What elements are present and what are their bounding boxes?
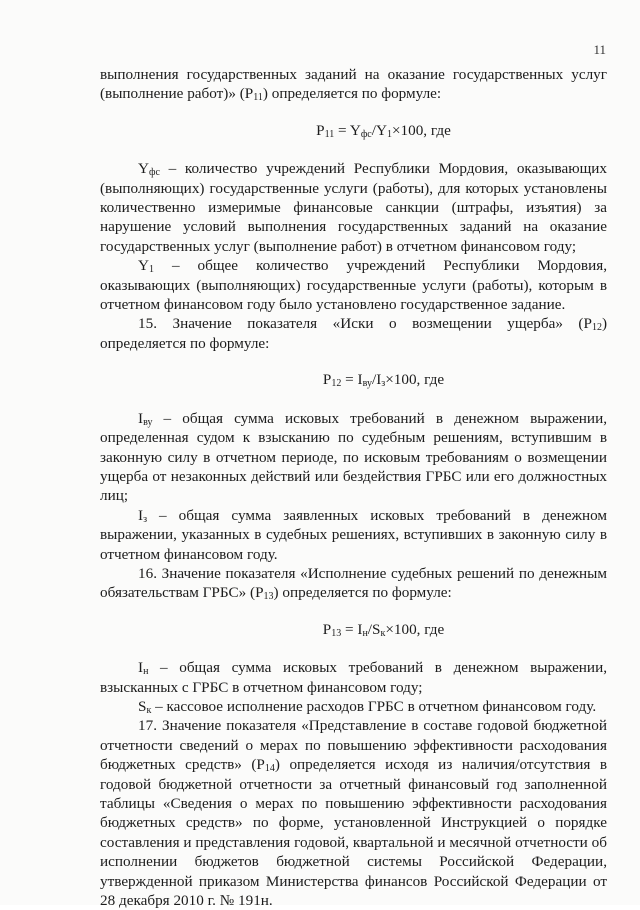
- text-line: таблицы «Сведения о мерах по повышению эффективности расходования: [100, 795, 607, 812]
- text-line: 15. Значение показателя «Иски о возмещении ущерба» $(P_{12})$: [138, 315, 607, 334]
- page-number: 11: [593, 42, 606, 57]
- text-line: $Y_1$ – общее количество учреждений Республики Мордовия,: [138, 257, 607, 276]
- text-line: отчетном финансовом году.: [100, 545, 278, 563]
- text-line: отчетности сведений о мерах по повышению эффективности расходования: [100, 736, 607, 754]
- text-line: выполнения государственных заданий на оказание государственных услуг: [100, 66, 607, 83]
- text-line: составления и представления годовой, квартальной и месячной отчетности об: [100, 833, 607, 851]
- text-line: $I_{ву}$ – общая сумма исковых требований в денежном выражении,: [138, 409, 607, 428]
- text-line: годовой бюджетной отчетности за отчетный финансовый год заполненной: [100, 775, 607, 793]
- text-line: 17. Значение показателя «Представление в составе годовой бюджетной: [138, 717, 607, 735]
- text-line: нарушение условий выполнения государственных заданий на оказание: [100, 218, 607, 236]
- definition-yfs: [100, 159, 607, 256]
- text-line: исполнении бюджетов бюджетной системы Российской Федерации,: [100, 853, 607, 871]
- text-line: законную силу в отчетном периоде, по исковым требованиям о возмещении: [100, 448, 607, 466]
- formula-p11: $P_{11} = Y_{фс}/Y_1\times 100$, где: [316, 121, 451, 140]
- text-line: $I_н$ – общая сумма исковых требований в денежном выражении,: [138, 659, 607, 678]
- text-line: количественно измеримые финансовые санкции (штрафы, изъятия) за: [100, 199, 607, 217]
- text-line: ущерба от незаконных действий или бездействия ГРБС или его должностных: [100, 467, 607, 485]
- paragraph-15: [100, 314, 607, 353]
- text-line: взысканных с ГРБС в отчетном финансовом году;: [100, 678, 423, 696]
- text-line: утвержденной приказом Министерства финансов Российской Федерации от: [100, 872, 607, 890]
- definition-sk: [100, 697, 607, 716]
- definition-y1: [100, 256, 607, 314]
- text-line: $Y_{фс}$ – количество учреждений Республики Мордовия, оказывающих: [138, 160, 607, 179]
- document-body: [100, 65, 607, 910]
- text-line: (выполнение работ)» $(P_{11})$ определяется по формуле:: [100, 85, 442, 104]
- text-line: отчетном финансовом году было установлено государственное задание.: [100, 296, 566, 314]
- paragraph-17: [100, 716, 607, 910]
- formula-p13: $P_{13} = I_н/S_к\times 100$, где: [322, 620, 445, 639]
- paragraph-intro: [100, 65, 607, 104]
- text-line: выражении, указанных в судебных решениях, вступивших в законную силу в: [100, 526, 607, 544]
- text-line: определенная судом к взысканию по судебным решениям, вступившим в: [100, 429, 607, 447]
- text-line: обязательствам ГРБС» $(P_{13})$ определяется по формуле:: [100, 584, 452, 603]
- text-line: (выполняющих) государственные услуги (работы), для которых установлены: [100, 179, 607, 197]
- text-line: определяется по формуле:: [100, 334, 270, 352]
- text-line: бюджетных средств» $(P_{14})$ определяется исходя из наличия/отсутствия в: [100, 756, 608, 775]
- formula-p12: $P_{12} = I_{ву}/I_з\times 100$, где: [322, 371, 445, 390]
- text-line: $I_з$ – общая сумма заявленных исковых требований в денежном: [138, 506, 607, 525]
- text-line: оказывающих (выполняющих) государственные услуги (работы), которым в: [100, 276, 607, 294]
- definition-iz: [100, 506, 607, 564]
- definition-in: [100, 658, 607, 697]
- text-line: 28 декабря 2010 г. № 191н.: [100, 892, 273, 910]
- text-line: лиц;: [100, 487, 129, 505]
- text-line: бюджетных средств» по форме, установленной Инструкцией о порядке: [100, 814, 607, 832]
- text-line: $S_к$ – кассовое исполнение расходов ГРБС в отчетном финансовом году.: [138, 697, 597, 716]
- definition-ivu: [100, 409, 607, 506]
- text-line: 16. Значение показателя «Исполнение судебных решений по денежным: [138, 564, 607, 582]
- text-line: государственных услуг (выполнение работ) в отчетном финансовом году;: [100, 237, 577, 255]
- paragraph-16: [100, 564, 607, 603]
